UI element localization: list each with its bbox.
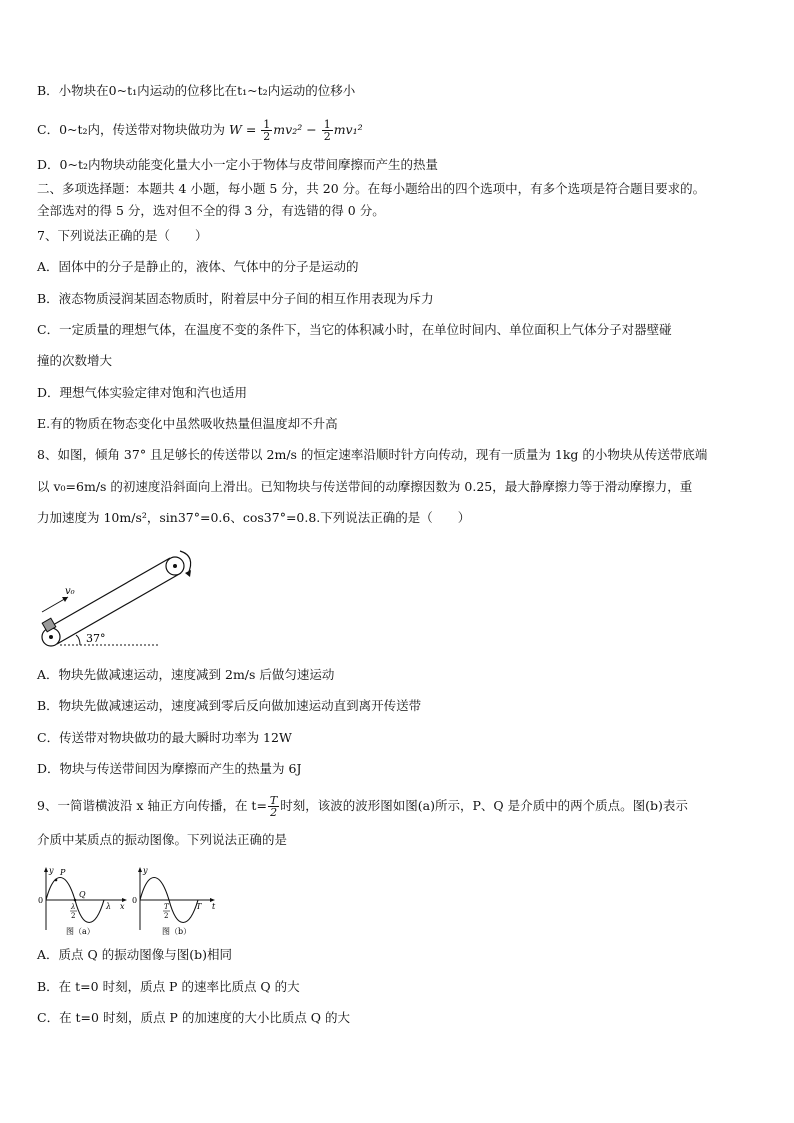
fig-a-caption: 图（a） xyxy=(66,927,95,936)
q7-stem: 7、下列说法正确的是（ ） xyxy=(37,228,208,243)
fig-a-y-label: y xyxy=(49,866,54,875)
q9-stem-suffix: 时刻，该波的波形图如图(a)所示，P、Q 是介质中的两个质点。图(b)表示 xyxy=(280,798,688,813)
q9-stem-line1 xyxy=(37,795,688,818)
figure-b xyxy=(132,866,216,936)
q8-stem-line2: 以 v₀=6m/s 的初速度沿斜面向上滑出。已知物块与传送带间的动摩擦因数为 0.25，最大静摩擦力等于滑动摩擦力，重 xyxy=(37,479,693,494)
q8-option-b: B．物块先做减速运动，速度减到零后反向做加速运动直到离开传送带 xyxy=(37,698,422,713)
top-pulley-axle xyxy=(173,564,177,568)
q7-option-c-line1: C．一定质量的理想气体，在温度不变的条件下，当它的体积减小时，在单位时间内、单位面积上气体分子对器壁碰 xyxy=(37,322,672,337)
q7-option-b: B．液态物质浸润某固态物质时，附着层中分子间的相互作用表现为斥力 xyxy=(37,291,434,306)
q7-option-c-line2: 撞的次数增大 xyxy=(37,353,113,368)
fig-a-point-p xyxy=(55,879,58,882)
wave-figures xyxy=(36,864,226,938)
fig-a-origin: 0 xyxy=(38,896,44,905)
q6-frac1-den: 2 xyxy=(263,130,271,143)
q6-frac2-den: 2 xyxy=(323,130,331,143)
q8-option-c: C．传送带对物块做功的最大瞬时功率为 12W xyxy=(37,730,292,745)
q6-frac2-num: 1 xyxy=(323,118,331,131)
q6-option-c-term1: mv₂² xyxy=(273,122,303,137)
angle-arc xyxy=(76,635,80,645)
q9-option-b: B．在 t=0 时刻，质点 P 的速率比质点 Q 的大 xyxy=(37,979,300,994)
fig-a-point-q xyxy=(74,899,77,902)
fig-b-t-label: T xyxy=(196,902,202,911)
fig-a-q-label: Q xyxy=(79,890,86,899)
q9-option-a: A．质点 Q 的振动图像与图(b)相同 xyxy=(37,947,232,962)
q7-option-d: D．理想气体实验定律对饱和汽也适用 xyxy=(37,385,248,400)
fig-b-half-den: 2 xyxy=(164,912,169,920)
fig-a-p-label: P xyxy=(60,868,66,877)
q7-option-a: A．固体中的分子是静止的，液体、气体中的分子是运动的 xyxy=(37,259,359,274)
q9-option-c: C．在 t=0 时刻，质点 P 的加速度的大小比质点 Q 的大 xyxy=(37,1010,351,1025)
q6-option-c-term2: mv₁² xyxy=(333,122,363,137)
rotation-arrowhead xyxy=(185,570,191,577)
fig-b-origin: 0 xyxy=(132,896,138,905)
q6-option-c-lhs: W = xyxy=(229,122,257,137)
conveyor-belt-figure xyxy=(30,548,220,654)
fig-b-half-num: T xyxy=(164,903,169,911)
q9-stem-line2: 介质中某质点的振动图像。下列说法正确的是 xyxy=(37,832,288,847)
q6-option-c-frac1 xyxy=(261,119,272,142)
q8-option-a: A．物块先做减速运动，速度减到 2m/s 后做匀速运动 xyxy=(37,667,335,682)
q6-option-c-prefix: C．0~t₂内，传送带对物块做功为 xyxy=(37,122,226,137)
fig-b-y-label: y xyxy=(143,866,148,875)
q9-stem-fraction xyxy=(268,795,279,818)
q6-frac1-num: 1 xyxy=(263,118,271,131)
q6-option-b: B．小物块在0~t₁内运动的位移比在t₁~t₂内运动的位移小 xyxy=(37,83,356,98)
fig-a-x-label: x xyxy=(120,902,125,911)
section2-heading-line2: 全部选对的得 5 分，选对但不全的得 3 分，有选错的得 0 分。 xyxy=(37,203,385,218)
q8-stem-line1: 8、如图，倾角 37° 且足够长的传送带以 2m/s 的恒定速率沿顺时针方向传动，现有一质量为 1kg 的小物块从传送带底端 xyxy=(37,447,708,462)
fig-b-caption: 图（b） xyxy=(162,927,192,936)
v0-label: v₀ xyxy=(65,586,75,597)
q9-frac-den: 2 xyxy=(270,806,278,819)
bottom-pulley-axle xyxy=(49,635,53,639)
q9-frac-num: T xyxy=(269,794,278,807)
figure-a xyxy=(38,866,127,936)
q6-option-c-frac2 xyxy=(322,119,333,142)
q9-stem-prefix: 9、一简谐横波沿 x 轴正方向传播，在 t= xyxy=(37,798,267,813)
angle-label: 37° xyxy=(86,632,106,645)
q8-option-d: D．物块与传送带间因为摩擦而产生的热量为 6J xyxy=(37,761,302,776)
q6-option-d: D．0~t₂内物块动能变化量大小一定小于物体与皮带间摩擦而产生的热量 xyxy=(37,157,438,172)
fig-a-half-den: 2 xyxy=(71,912,76,920)
q8-stem-line3: 力加速度为 10m/s²，sin37°=0.6、cos37°=0.8.下列说法正确的是（ ） xyxy=(37,510,471,525)
belt-bottom-edge xyxy=(57,573,181,644)
section2-heading-line1: 二、多项选择题：本题共 4 小题，每小题 5 分，共 20 分。在每小题给出的四个选项中，有多个选项是符合题目要求的。 xyxy=(37,181,706,196)
fig-a-half-num: λ xyxy=(71,903,76,911)
q6-option-c-minus: − xyxy=(306,122,317,137)
fig-a-y-arrowhead xyxy=(44,867,48,872)
q6-option-c xyxy=(37,119,363,142)
fig-b-y-arrowhead xyxy=(138,867,142,872)
fig-a-lambda: λ xyxy=(106,902,112,911)
q7-option-e: E.有的物质在物态变化中虽然吸收热量但温度却不升高 xyxy=(37,416,338,431)
fig-b-axis-label: t xyxy=(212,902,216,911)
